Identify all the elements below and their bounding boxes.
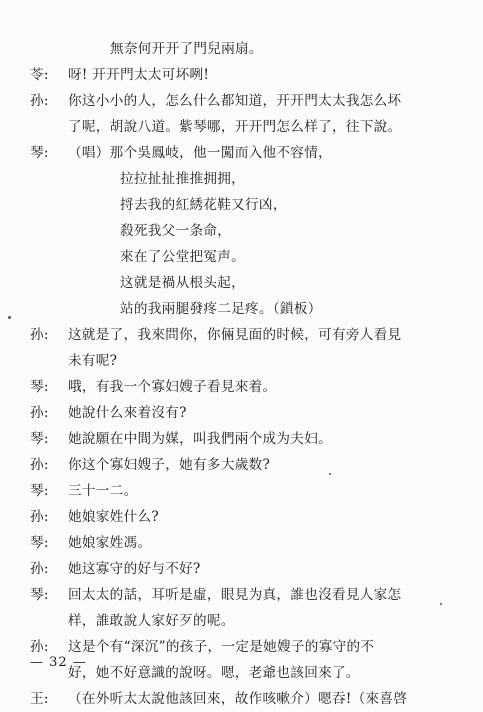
continuation-line [30, 660, 460, 686]
text-line [30, 36, 460, 62]
dialogue-line [30, 530, 460, 556]
dialogue-line [30, 452, 460, 478]
line-text: 好，她不好意識的說呀。嗯，老爺也該回來了。 [68, 665, 360, 681]
line-text: 殺死我父一条命， [120, 223, 232, 239]
speaker-label: 孙: [30, 457, 49, 473]
continuation-line [30, 608, 460, 634]
song-line [30, 192, 460, 218]
dialogue-line [30, 374, 460, 400]
continuation-line [30, 114, 460, 140]
page-number: — 32 — [30, 655, 87, 670]
line-text: （唱）那个吳鳳岐，他一闖而入他不容情， [68, 145, 332, 161]
line-text: 她娘家姓馮。 [68, 535, 152, 551]
dialogue-line [30, 426, 460, 452]
line-text: 捋去我的紅綉花鞋又行凶， [120, 197, 287, 213]
dialogue-line [30, 400, 460, 426]
line-text: 了呢，胡說八道。紫琴哪，开开門怎么样了，往下說。 [68, 119, 402, 135]
song-line [30, 218, 460, 244]
line-text: 她娘家姓什么? [68, 509, 159, 525]
dialogue-line [30, 140, 460, 166]
speaker-label: 孙: [30, 509, 49, 525]
speaker-label: 琴: [30, 431, 49, 447]
line-text: 三十一二。 [68, 483, 138, 499]
song-line [30, 296, 460, 322]
dialogue-line [30, 634, 460, 660]
dialogue-line [30, 62, 460, 88]
speaker-label: 琴: [30, 379, 49, 395]
line-text: 她說什么來着沒有? [68, 405, 187, 421]
line-text: 你这小小的人，怎么什么都知道，开开門太太我怎么坏 [68, 93, 402, 109]
scan-speck [440, 603, 442, 605]
line-text: 她这寡守的好与不好? [68, 561, 201, 577]
dialogue-line [30, 478, 460, 504]
speaker-label: 苓: [30, 67, 49, 83]
scan-speck [329, 473, 331, 475]
speaker-label: 琴: [30, 145, 49, 161]
line-text: 你这个寡妇嫂子，她有多大歲数? [68, 457, 271, 473]
line-text: 这就是了，我來問你，你倆見面的时候，可有旁人看見 [68, 327, 402, 343]
speaker-label: 孙: [30, 327, 49, 343]
line-text: 無奈何开开了門兒兩扇。 [110, 41, 263, 57]
line-text: 拉拉扯扯推推拥拥， [120, 171, 246, 187]
line-text: 哦，有我一个寡妇嫂子看見來着。 [68, 379, 277, 395]
speaker-label: 孙: [30, 93, 49, 109]
speaker-label: 王: [30, 691, 49, 707]
line-text: 回太太的話，耳听是虛，眼見为真，誰也沒看見人家怎 [68, 587, 402, 603]
song-line [30, 270, 460, 296]
speaker-label: 琴: [30, 483, 49, 499]
dialogue-line [30, 88, 460, 114]
dialogue-line [30, 322, 460, 348]
speaker-label: 孙: [30, 405, 49, 421]
dialogue-line [30, 582, 460, 608]
line-text: 样，誰敢說人家好歹的呢。 [68, 613, 235, 629]
line-text: 來在了公堂把冤声。 [120, 249, 246, 265]
dialogue-line [30, 556, 460, 582]
script-text [30, 36, 460, 712]
line-text: 这是个有“深沉”的孩子，一定是她嫂子的寡守的不 [68, 639, 375, 655]
dialogue-line [30, 504, 460, 530]
speaker-label: 琴: [30, 535, 49, 551]
continuation-line [30, 348, 460, 374]
speaker-label: 孙: [30, 639, 49, 655]
scan-speck [8, 316, 11, 319]
speaker-label: 孙: [30, 561, 49, 577]
line-text: 呀! 开开門太太可坏咧! [68, 67, 210, 83]
song-line [30, 166, 460, 192]
song-line [30, 244, 460, 270]
line-text: （在外听太太說他該回來，故作咳嗽介）嗯吞!（來喜啓 [68, 691, 408, 707]
line-text: 她說願在中間为媒，叫我們兩个成为夫妇。 [68, 431, 332, 447]
line-text: 这就是禍从根头起， [120, 275, 246, 291]
line-text: 未有呢? [68, 353, 118, 369]
speaker-label: 琴: [30, 587, 49, 603]
line-text: 站的我兩腿發疼二足疼。（鎖板） [120, 301, 322, 317]
